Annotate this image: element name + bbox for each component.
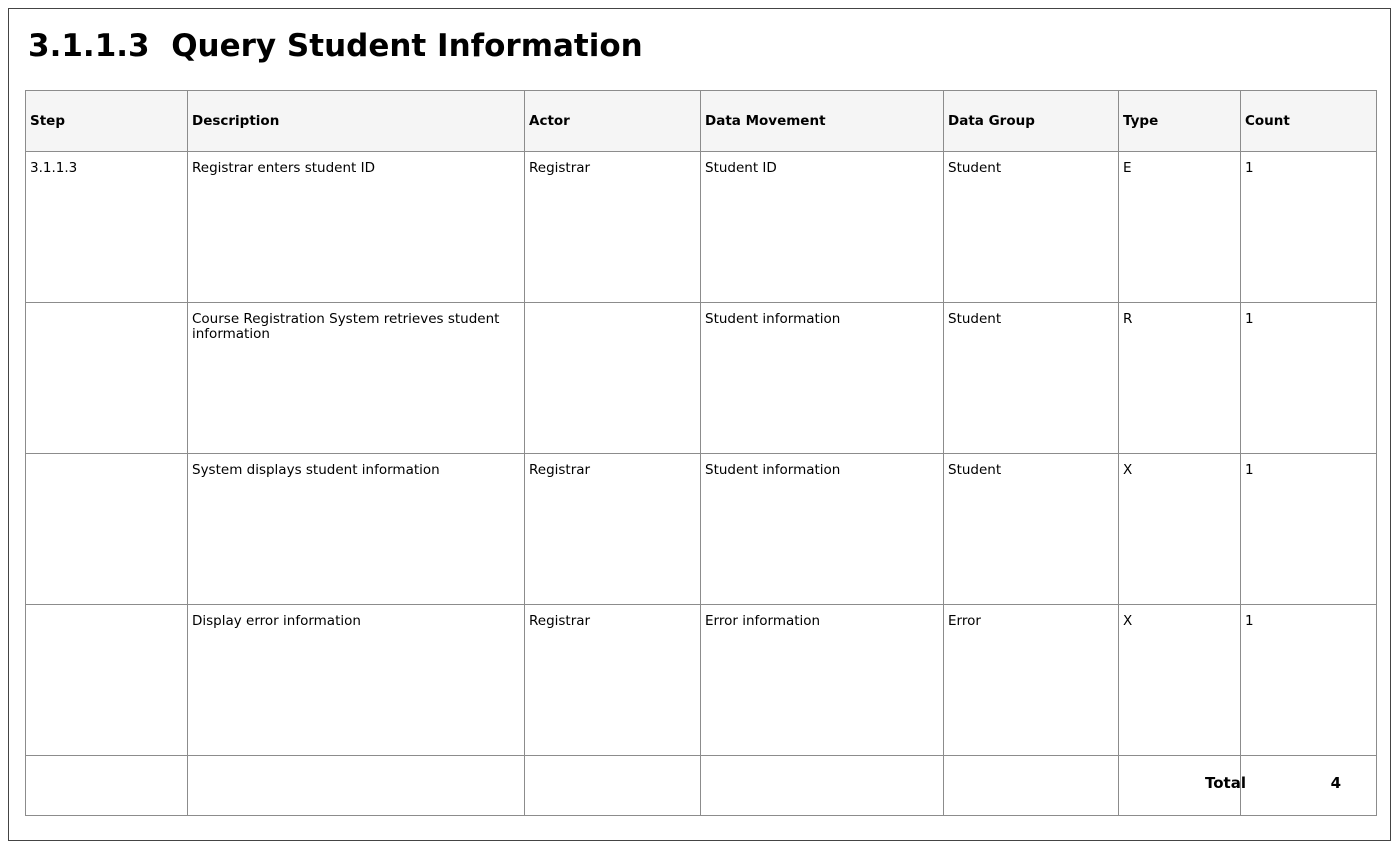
cell-count: 1 [1241, 605, 1377, 756]
table-row [26, 605, 1377, 756]
cell-data-movement: Student information [701, 454, 944, 605]
cell-data-movement: Student ID [701, 152, 944, 303]
cell-type: R [1119, 303, 1241, 454]
cell-description: System displays student information [188, 454, 525, 605]
total-cell-empty [701, 756, 944, 816]
cell-type: E [1119, 152, 1241, 303]
page-title: 3.1.1.3 Query Student Information [28, 28, 643, 64]
total-value: 4 [1330, 774, 1341, 792]
total-cell-empty [26, 756, 188, 816]
cell-count: 1 [1241, 303, 1377, 454]
table-row [26, 454, 1377, 605]
column-header-type: Type [1119, 91, 1241, 152]
cell-description: Registrar enters student ID [188, 152, 525, 303]
column-header-step: Step [26, 91, 188, 152]
column-header-data-group: Data Group [944, 91, 1119, 152]
cell-data-movement: Student information [701, 303, 944, 454]
total-cell-empty [525, 756, 701, 816]
cell-actor: Registrar [525, 152, 701, 303]
total-row [26, 756, 1377, 816]
cell-step [26, 303, 188, 454]
cell-data-group: Student [944, 454, 1119, 605]
cell-step: 3.1.1.3 [26, 152, 188, 303]
total-cell-empty [944, 756, 1119, 816]
cell-description: Display error information [188, 605, 525, 756]
total-label-cell [1119, 756, 1246, 816]
cell-type: X [1119, 605, 1241, 756]
column-header-description: Description [188, 91, 525, 152]
column-header-count: Count [1241, 91, 1377, 152]
total-label: Total [1205, 774, 1246, 792]
table-row [26, 152, 1377, 303]
total-cell-empty [188, 756, 525, 816]
column-header-actor: Actor [525, 91, 701, 152]
cell-type: X [1119, 454, 1241, 605]
cell-actor [525, 303, 701, 454]
cell-data-group: Student [944, 303, 1119, 454]
table-row [26, 303, 1377, 454]
cell-count: 1 [1241, 454, 1377, 605]
cell-count: 1 [1241, 152, 1377, 303]
cell-data-group: Student [944, 152, 1119, 303]
data-movement-table [25, 90, 1377, 816]
cell-data-group: Error [944, 605, 1119, 756]
table-header-row [26, 91, 1377, 152]
total-value-cell [1241, 756, 1377, 816]
cell-step [26, 454, 188, 605]
cell-step [26, 605, 188, 756]
cell-data-movement: Error information [701, 605, 944, 756]
cell-actor: Registrar [525, 454, 701, 605]
cell-actor: Registrar [525, 605, 701, 756]
column-header-data-movement: Data Movement [701, 91, 944, 152]
cell-description: Course Registration System retrieves student information [188, 303, 525, 454]
